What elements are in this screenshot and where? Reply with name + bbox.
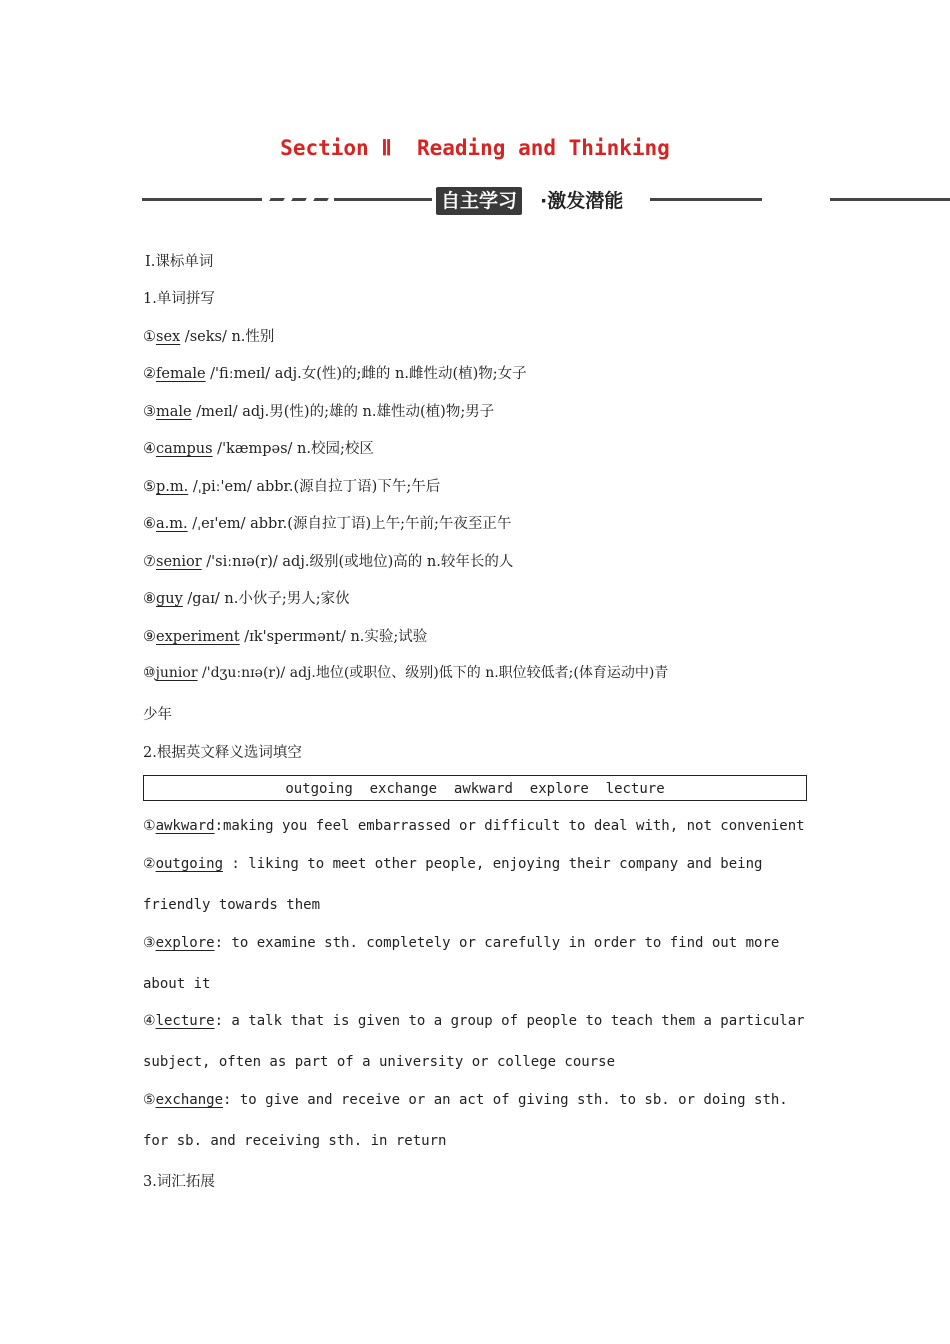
vocab-word: p.m. <box>156 479 189 495</box>
answer-word: awkward <box>155 818 215 834</box>
section-banner <box>142 184 950 218</box>
answer-word: outgoing <box>155 856 223 872</box>
vocab-item-wrap: 少年 <box>143 707 172 723</box>
vocab-word: male <box>156 404 192 420</box>
banner-dash <box>313 198 329 201</box>
definition-item: ③explore: to examine sth. completely or carefully in order to find out more <box>143 935 780 951</box>
vocab-item: ⑥a.m. /ˌeɪ'em/ abbr.(源自拉丁语)上午;午前;午夜至正午 <box>143 516 512 532</box>
page-title: Section Ⅱ Reading and Thinking <box>280 136 670 160</box>
definition-wrap: friendly towards them <box>143 897 321 913</box>
definition-item: ②outgoing : liking to meet other people, enjoying their company and being <box>143 856 763 872</box>
vocab-word: female <box>156 366 206 382</box>
definition-wrap: for sb. and receiving sth. in return <box>143 1133 447 1149</box>
vocab-word: experiment <box>156 629 240 645</box>
banner-badge: 自主学习 <box>436 187 522 215</box>
answer-word: exchange <box>155 1092 223 1108</box>
subsection-heading: 1.单词拼写 <box>143 291 215 307</box>
banner-rule-far-right <box>830 198 950 201</box>
vocab-word: junior <box>155 665 198 681</box>
section-heading: Ⅰ.课标单词 <box>145 254 214 270</box>
definition-wrap: subject, often as part of a university or college course <box>143 1054 616 1070</box>
banner-rule-mid <box>334 198 432 201</box>
vocab-item: ②female /'fiːmeɪl/ adj.女(性)的;雌的 n.雌性动(植)物;女子 <box>143 366 527 382</box>
banner-dash <box>269 198 285 201</box>
definition-wrap: about it <box>143 976 211 992</box>
vocab-item: ⑧guy /gaɪ/ n.小伙子;男人;家伙 <box>143 591 350 607</box>
vocab-word: senior <box>156 554 202 570</box>
definition-item: ⑤exchange: to give and receive or an act of giving sth. to sb. or doing sth. <box>143 1092 788 1108</box>
vocab-word: campus <box>156 441 213 457</box>
answer-word: explore <box>155 935 215 951</box>
definition-item: ④lecture: a talk that is given to a group of people to teach them a particular <box>143 1013 805 1029</box>
answer-word: lecture <box>155 1013 215 1029</box>
banner-dash <box>291 198 307 201</box>
vocab-item: ⑩junior /'dʒuːnɪə(r)/ adj.地位(或职位、级别)低下的 n.职位较低者;(体育运动中)青 <box>143 665 669 681</box>
vocab-item: ⑨experiment /ɪk'sperɪmənt/ n.实验;试验 <box>143 629 428 645</box>
vocab-item: ④campus /'kæmpəs/ n.校园;校区 <box>143 441 374 457</box>
vocab-word: sex <box>156 329 181 345</box>
word-bank-box: outgoing exchange awkward explore lecture <box>143 775 807 801</box>
vocab-word: a.m. <box>156 516 188 532</box>
subsection-heading: 2.根据英文释义选词填空 <box>143 745 302 761</box>
banner-suffix: ·激发潜能 <box>540 190 624 212</box>
vocab-word: guy <box>156 591 183 607</box>
vocab-item: ⑤p.m. /ˌpiː'em/ abbr.(源自拉丁语)下午;午后 <box>143 479 441 495</box>
subsection-heading: 3.词汇拓展 <box>143 1174 215 1190</box>
vocab-item: ③male /meɪl/ adj.男(性)的;雄的 n.雄性动(植)物;男子 <box>143 404 495 420</box>
banner-rule-right <box>650 198 762 201</box>
vocab-item: ①sex /seks/ n.性别 <box>143 329 275 345</box>
definition-item: ①awkward:making you feel embarrassed or difficult to deal with, not convenient <box>143 818 805 834</box>
banner-rule-left <box>142 198 262 201</box>
vocab-item: ⑦senior /'siːnɪə(r)/ adj.级别(或地位)高的 n.较年长的人 <box>143 554 514 570</box>
